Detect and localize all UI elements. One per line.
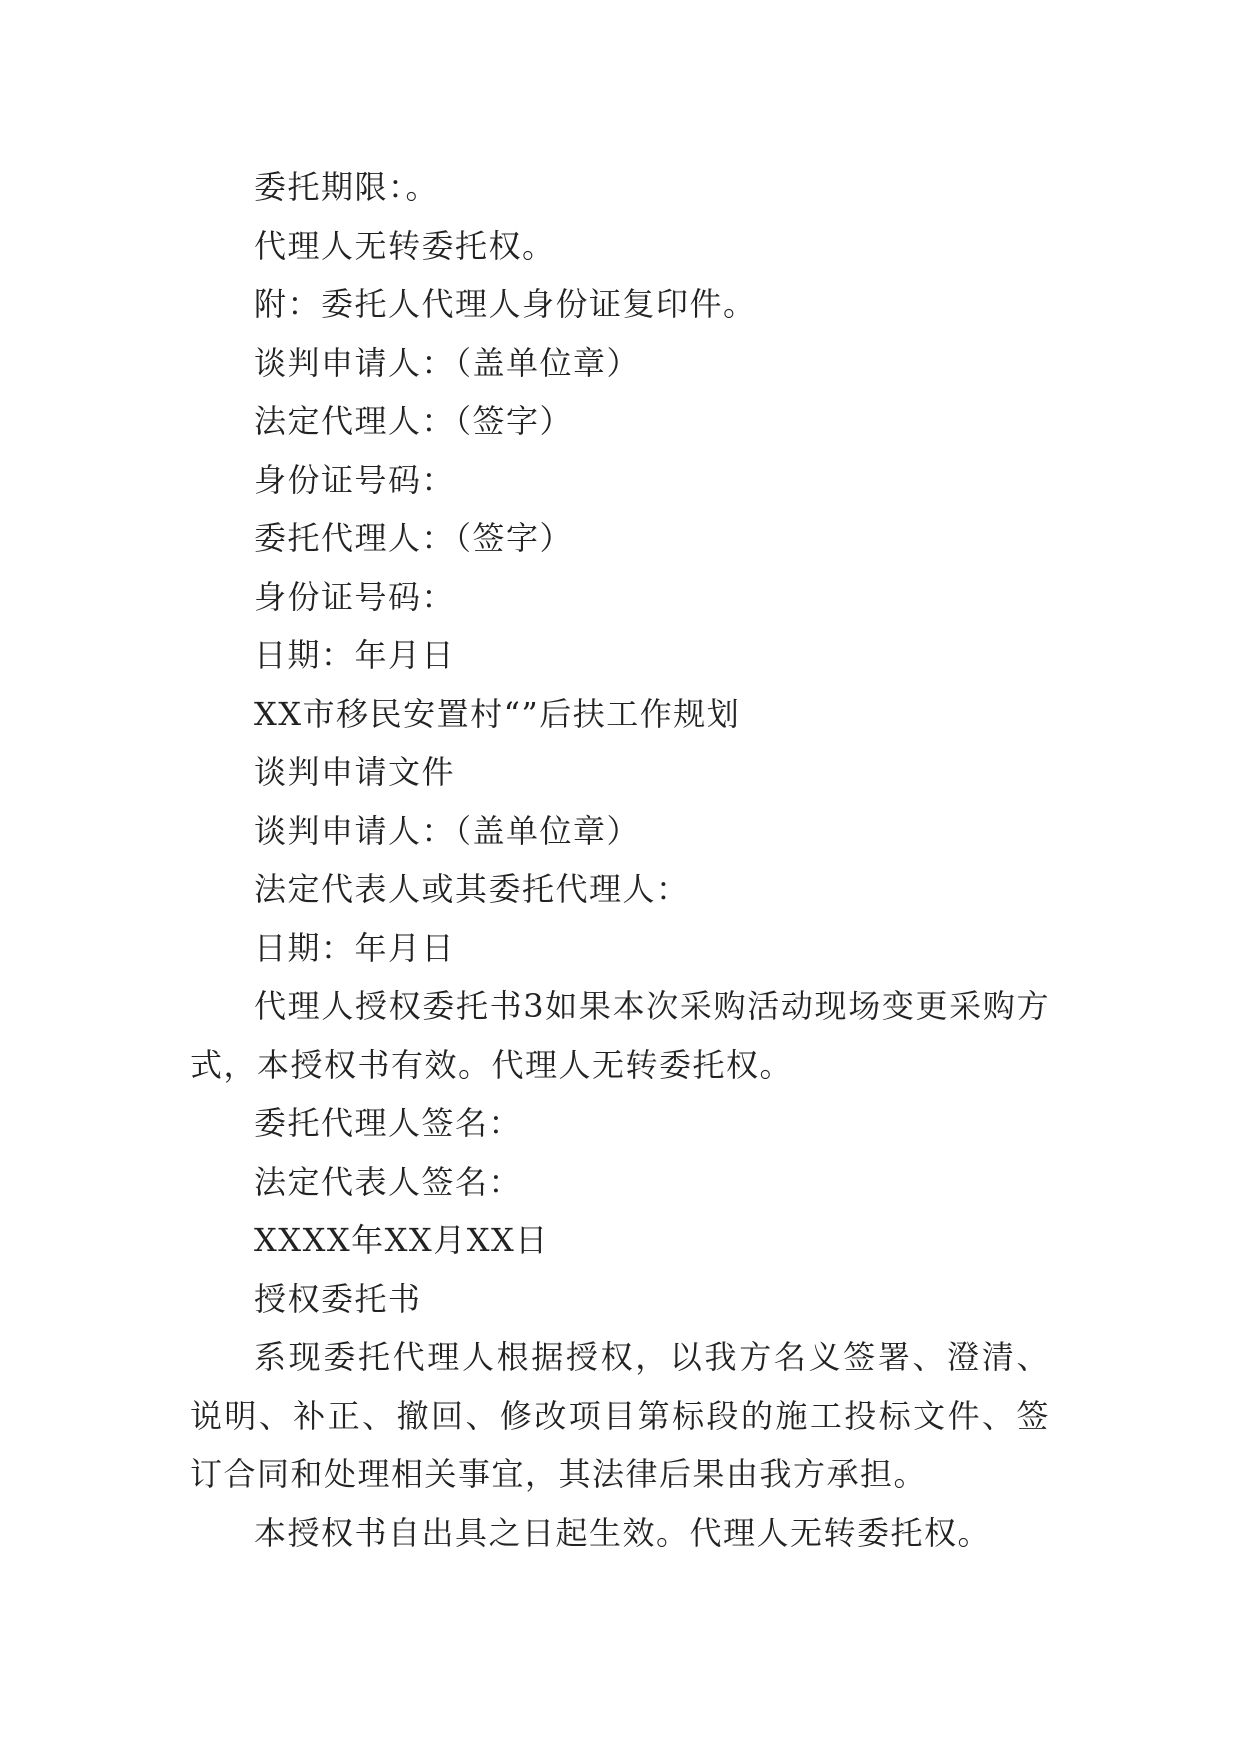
entrusted-agent-sign-line: 委托代理人签名： [254, 1104, 523, 1142]
date-line: 日期：年月日 [254, 636, 456, 674]
authorization-scope-paragraph: 系现委托代理人根据授权，以我方名义签署、澄清、说明、补正、撤回、修改项目第标段的施工投标文件、签订合同和处理相关事宜，其法律后果由我方承担。 [190, 1338, 1050, 1493]
entrust-period-line: 委托期限：。 [254, 168, 440, 206]
date-placeholder-line: XXXX年XX月XX日 [254, 1221, 549, 1259]
applicant-seal-line: 谈判申请人：（盖单位章） [254, 343, 641, 382]
legal-agent-signature-line: 法定代理人：（签字） [254, 402, 574, 440]
document-body [190, 158, 1050, 1562]
date-line: 日期：年月日 [254, 928, 456, 967]
authorization-letter-title: 授权委托书 [254, 1279, 422, 1318]
authorization-validity-paragraph: 代理人授权委托书3如果本次采购活动现场变更采购方式，本授权书有效。代理人无转委托权。 [190, 987, 1050, 1084]
negotiation-document-title: 谈判申请文件 [254, 753, 456, 791]
applicant-seal-line: 谈判申请人：（盖单位章） [254, 811, 641, 850]
id-number-line: 身份证号码： [254, 577, 456, 616]
representative-signature-line: 法定代表人或其委托代理人： [254, 870, 690, 908]
effective-date-paragraph: 本授权书自出具之日起生效。代理人无转委托权。 [254, 1513, 992, 1552]
entrusted-agent-signature-line: 委托代理人：（签字） [254, 519, 574, 557]
project-title-line: XX市移民安置村“”后扶工作规划 [254, 694, 741, 733]
no-subdelegation-line: 代理人无转委托权。 [254, 226, 556, 265]
legal-representative-sign-line: 法定代表人签名： [254, 1162, 523, 1201]
id-number-line: 身份证号码： [254, 460, 456, 499]
attachment-line: 附：委托人代理人身份证复印件。 [254, 285, 757, 323]
